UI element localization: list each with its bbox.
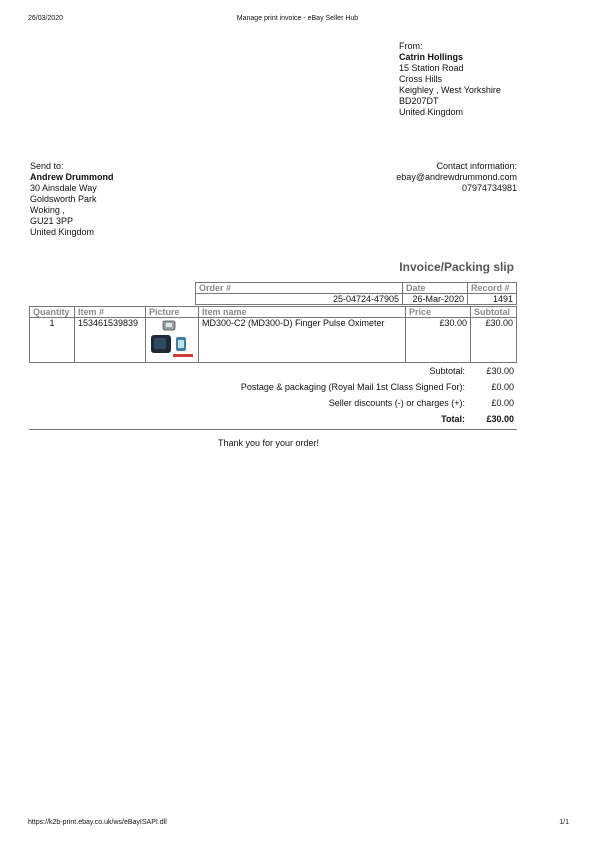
from-address-line: BD207DT [399, 96, 439, 106]
discount-label: Seller discounts (-) or charges (+): [328, 398, 465, 408]
divider [29, 429, 517, 430]
discount-value: £0.00 [491, 398, 514, 408]
print-page-title: Manage print invoice - eBay Seller Hub [236, 15, 359, 22]
totals-values [486, 363, 514, 427]
product-thumbnail [148, 320, 196, 358]
send-to-address-line: 30 Ainsdale Way [30, 183, 97, 193]
send-to-address-line: United Kingdom [30, 227, 95, 237]
from-address-line: United Kingdom [399, 107, 464, 117]
postage-label: Postage & packaging (Royal Mail 1st Class Signed For): [240, 382, 465, 392]
items-table [29, 306, 517, 363]
from-label: From: [399, 41, 423, 51]
from-block [399, 41, 501, 118]
total-value: £30.00 [486, 414, 514, 424]
order-number-header: Order # [196, 283, 403, 294]
order-date: 26-Mar-2020 [403, 294, 468, 305]
row-quantity: 1 [30, 318, 75, 363]
table-row [30, 318, 517, 363]
row-price: £30.00 [406, 318, 471, 363]
record-header: Record # [468, 283, 517, 294]
contact-email: ebay@andrewdrummond.com [396, 172, 517, 182]
contact-phone: 07974734981 [461, 183, 517, 193]
order-number: 25-04724-47905 [196, 294, 403, 305]
send-to-address-line: GU21 3PP [30, 216, 74, 226]
contact-block [396, 161, 517, 194]
invoice-title: Invoice/Packing slip [399, 260, 514, 274]
send-to-address-line: Woking , [30, 205, 65, 215]
send-to-label: Send to: [30, 161, 64, 171]
row-subtotal: £30.00 [471, 318, 517, 363]
from-address-line: Cross Hills [399, 74, 443, 84]
from-address-line: 15 Station Road [399, 63, 464, 73]
subtotal-header: Subtotal [471, 307, 517, 318]
quantity-header: Quantity [30, 307, 75, 318]
send-to-block [30, 161, 114, 238]
contact-label: Contact information: [436, 161, 517, 171]
print-url: https://k2b-print.ebay.co.uk/ws/eBayISAPI.dll [28, 819, 167, 826]
thank-you-message: Thank you for your order! [218, 438, 320, 448]
print-date: 26/03/2020 [28, 15, 64, 22]
from-name: Catrin Hollings [399, 52, 464, 62]
item-name-header: Item name [199, 307, 406, 318]
subtotal-label: Subtotal: [429, 366, 465, 376]
total-label: Total: [441, 414, 465, 424]
print-page-number: 1/1 [559, 819, 569, 826]
from-address-line: Keighley , West Yorkshire [399, 85, 501, 95]
order-info-table [195, 282, 517, 305]
row-item-name: MD300-C2 (MD300-D) Finger Pulse Oximeter [199, 318, 406, 363]
postage-value: £0.00 [491, 382, 514, 392]
row-picture [146, 318, 199, 363]
send-to-address-line: Goldsworth Park [30, 194, 97, 204]
price-header: Price [406, 307, 471, 318]
row-item-number: 153461539839 [75, 318, 146, 363]
totals-labels [241, 363, 465, 427]
picture-header: Picture [146, 307, 199, 318]
date-header: Date [403, 283, 468, 294]
record-number: 1491 [468, 294, 517, 305]
subtotal-value: £30.00 [486, 366, 514, 376]
send-to-name: Andrew Drummond [30, 172, 114, 182]
item-number-header: Item # [75, 307, 146, 318]
